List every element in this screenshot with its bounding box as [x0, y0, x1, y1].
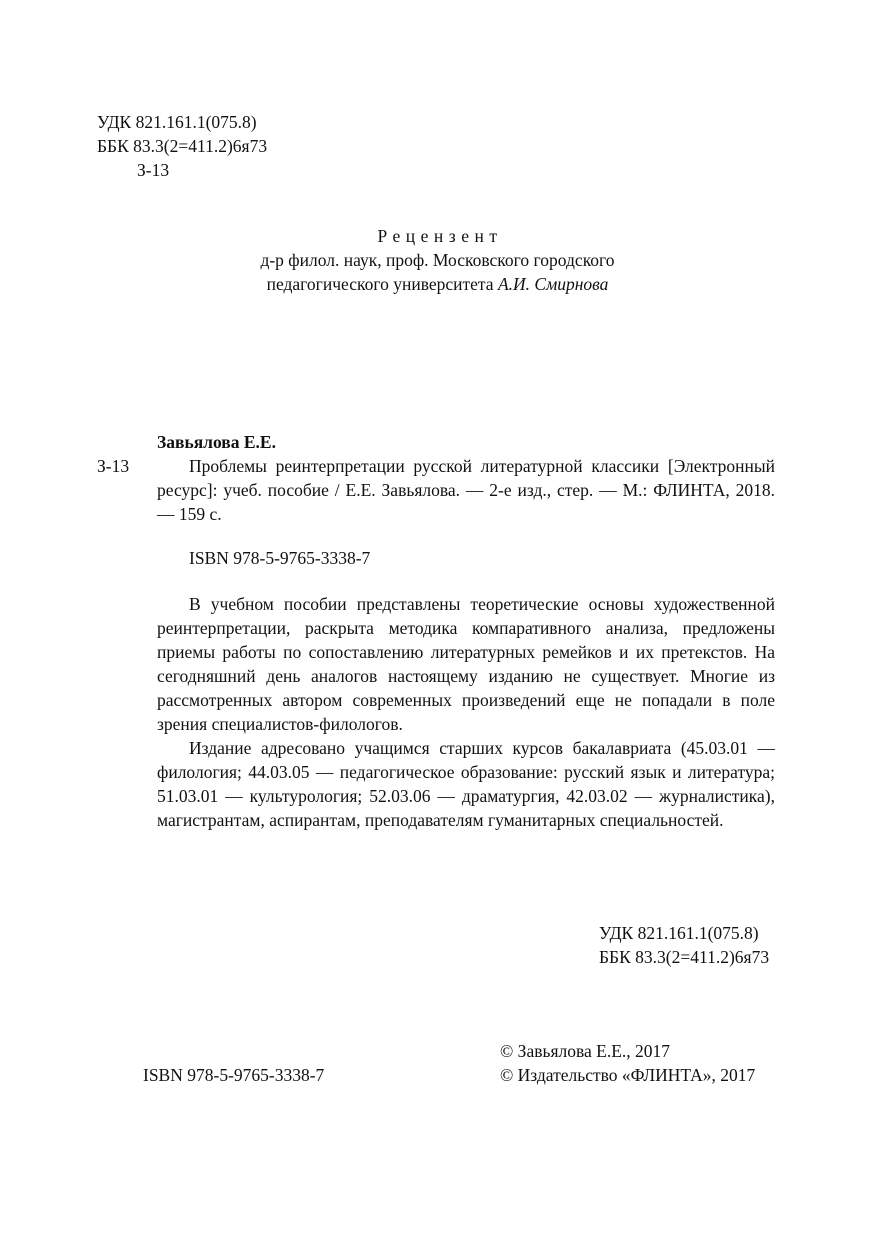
- record-isbn: ISBN 978-5-9765-3338-7: [189, 548, 371, 568]
- reviewer-affiliation: [0, 272, 875, 296]
- copyright-block: [500, 1039, 755, 1087]
- reviewer-credentials: д-р филол. наук, проф. Московского городского: [260, 250, 615, 270]
- bottom-bbk-code: ББК 83.3(2=411.2)6я73: [599, 947, 770, 967]
- reviewer-heading: Рецензент: [377, 226, 503, 246]
- copyright-publisher: © Издательство «ФЛИНТА», 2017: [500, 1065, 756, 1085]
- reviewer-name: А.И. Смирнова: [497, 274, 609, 294]
- top-classification-codes: [97, 110, 267, 182]
- annotation-paragraph-1: В учебном пособии представлены теоретические основы художественной реинтерпретации, раскрыта методика компаративного анализа, предложены приемы работы по сопоставлению литературных ремейков и их претекстов. На сегодняшний день аналогов настоящему изданию не существует. Многие из рассмотренных автором современных произведений еще не попадали в поле зрения специалистов-филологов.: [157, 594, 775, 734]
- reviewer-block: [0, 224, 875, 296]
- bottom-udk-code: УДК 821.161.1(075.8): [599, 923, 759, 943]
- record-author-mark: З-13: [97, 456, 130, 476]
- record-author: Завьялова Е.Е.: [157, 432, 276, 452]
- udk-code: УДК 821.161.1(075.8): [97, 112, 257, 132]
- author-mark: З-13: [137, 160, 170, 180]
- annotation-paragraph-2: Издание адресовано учащимся старших курсов бакалавриата (45.03.01 — филология; 44.03.05 — педагогическое образование: русский язык и литература; 51.03.01 — культурология; 52.03.06 — драматургия, 42.03.02 — журналистика), магистрантам, аспирантам, преподавателям гуманитарных специальностей.: [157, 738, 775, 830]
- record-description: Проблемы реинтерпретации русской литературной классики [Электронный ресурс]: учеб. пособие / Е.Е. Завьялова. — 2-е изд., стер. — М.: ФЛИНТА, 2018. — 159 с.: [157, 456, 775, 524]
- reviewer-affiliation-text: педагогического университета: [266, 274, 498, 294]
- copyright-author: © Завьялова Е.Е., 2017: [500, 1041, 671, 1061]
- bottom-classification-codes: [599, 921, 769, 969]
- annotation: [157, 592, 775, 832]
- bbk-code: ББК 83.3(2=411.2)6я73: [97, 136, 268, 156]
- footer-isbn: ISBN 978-5-9765-3338-7: [143, 1065, 325, 1085]
